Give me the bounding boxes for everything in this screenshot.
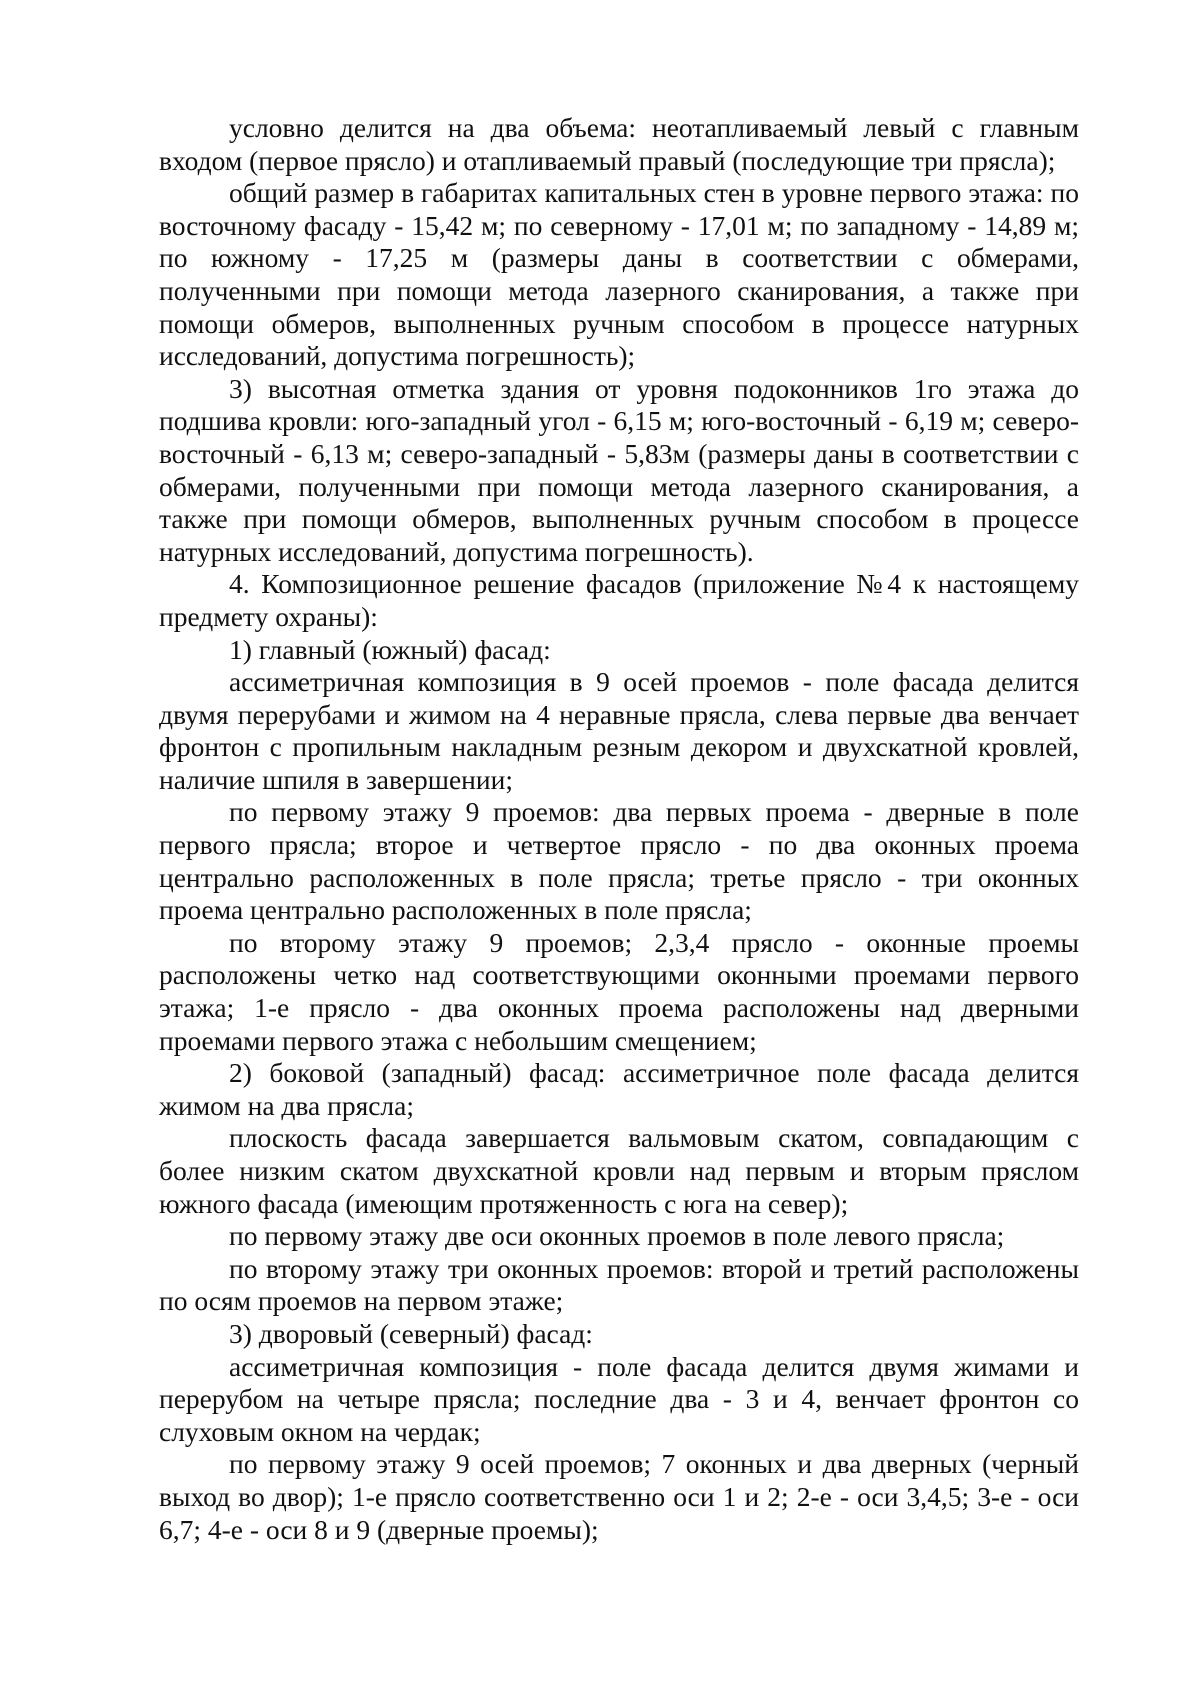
paragraph: 3) дворовый (северный) фасад: — [229, 1317, 593, 1349]
paragraph: по второму этажу 9 проемов; 2,3,4 прясло - оконные проемы расположены четко над соответствующими оконными проемами первого этажа; 1-е прясло - два оконных проема расположены над дверными проемами первого этажа с небольшим смещением; — [159, 926, 1079, 1056]
paragraph: условно делится на два объема: неотапливаемый левый с главным входом (первое прясло) и отапливаемый правый (последующие три прясла); — [159, 112, 1079, 176]
paragraph: 3) высотная отметка здания от уровня подоконников 1го этажа до подшива кровли: юго-западный угол - 6,15 м; юго-восточный - 6,19 м; северо-восточный - 6,13 м; северо-западный - 5,83м (размеры даны в соответствии с обмерами, полученными при помощи метода лазерного сканирования, а также при помощи обмеров, выполненных ручным способом в процессе натурных исследований, допустима погрешность). — [159, 372, 1079, 567]
document-page — [159, 112, 1079, 1546]
paragraph: по первому этажу 9 осей проемов; 7 оконных и два дверных (черный выход во двор); 1-е прясло соответственно оси 1 и 2; 2-е - оси 3,4,5; 3-е - оси 6,7; 4-е - оси 8 и 9 (дверные проемы); — [159, 1448, 1079, 1545]
paragraph: ассиметричная композиция - поле фасада делится двумя жимами и перерубом на четыре прясла; последние два - 3 и 4, венчает фронтон со слуховым окном на чердак; — [159, 1350, 1079, 1447]
paragraph: общий размер в габаритах капитальных стен в уровне первого этажа: по восточному фасаду - 15,42 м; по северному - 17,01 м; по западному - 14,89 м; по южному - 17,25 м (размеры даны в соответствии с обмерами, полученными при помощи метода лазерного сканирования, а также при помощи обмеров, выполненных ручным способом в процессе натурных исследований, допустима погрешность); — [159, 177, 1079, 372]
paragraph: по первому этажу две оси оконных проемов в поле левого прясла; — [229, 1220, 1005, 1252]
paragraph: ассиметричная композиция в 9 осей проемов - поле фасада делится двумя перерубами и жимом на 4 неравные прясла, слева первые два венчает фронтон с пропильным накладным резным декором и двухскатной кровлей, наличие шпиля в завершении; — [159, 666, 1079, 795]
paragraph: по второму этажу три оконных проемов: второй и третий расположены по осям проемов на первом этаже; — [159, 1252, 1079, 1317]
paragraph: 2) боковой (западный) фасад: ассиметричное поле фасада делится жимом на два прясла; — [159, 1057, 1079, 1121]
paragraph: 4. Композиционное решение фасадов (приложение №4 к настоящему предмету охраны): — [159, 568, 1079, 632]
paragraph: 1) главный (южный) фасад: — [229, 633, 551, 665]
paragraph: по первому этажу 9 проемов: два первых проема - дверные в поле первого прясла; второе и четвертое прясло - по два оконных проема центрально расположенных в поле прясла; третье прясло - три оконных проема центрально расположенных в поле прясла; — [159, 796, 1079, 926]
paragraph: плоскость фасада завершается вальмовым скатом, совпадающим с более низким скатом двухскатной кровли над первым и вторым пряслом южного фасада (имеющим протяженность с юга на север); — [159, 1122, 1079, 1219]
